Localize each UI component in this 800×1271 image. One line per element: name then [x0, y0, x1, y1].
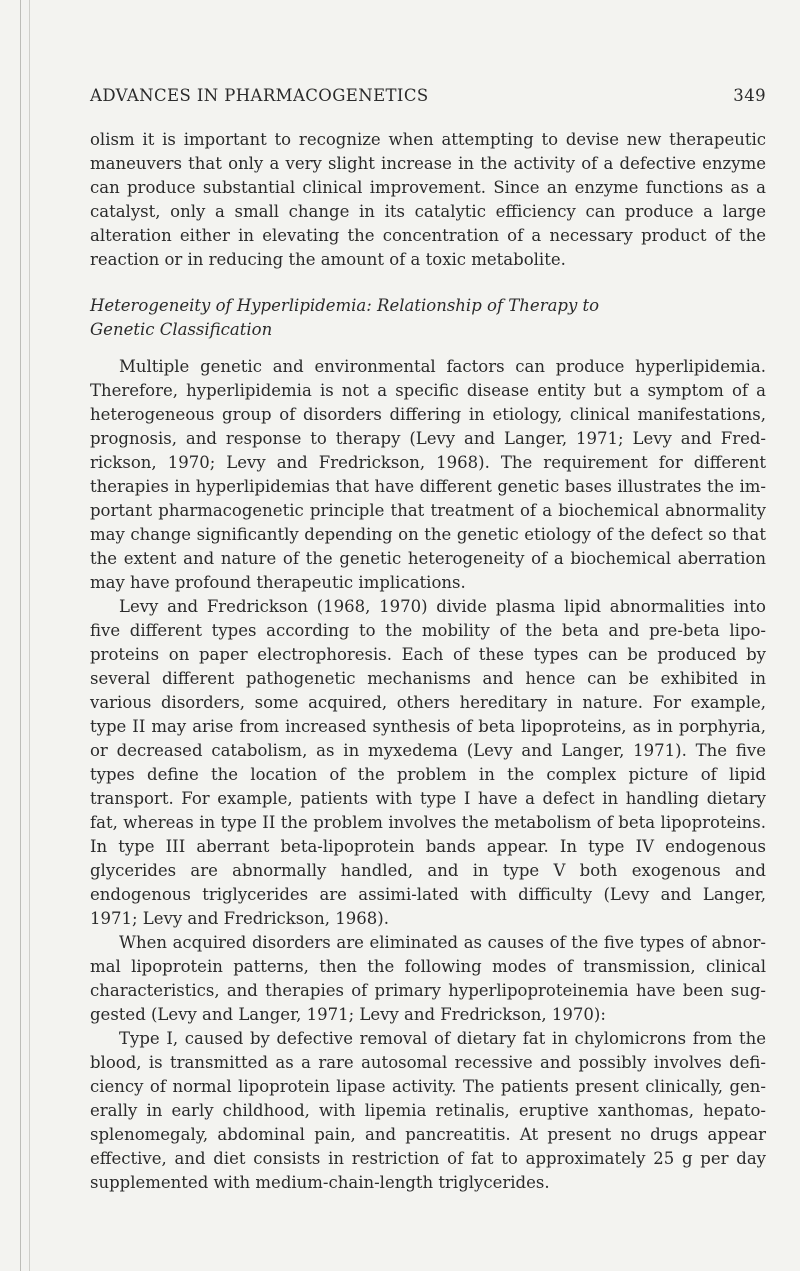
section-heading-line-2: Genetic Classification — [90, 320, 273, 339]
paragraph: When acquired disorders are eliminated as causes of the five types of abnor-mal lipoprotein patterns, then the following modes of transmission, clinical characteristics, and therapies of primary hyperlipoproteinemia have been sug-gested (Levy and Langer, 1971; Levy and Fredrickson, 1970): — [90, 933, 766, 1024]
running-title: ADVANCES IN PHARMACOGENETICS — [90, 86, 429, 105]
running-header — [90, 86, 766, 105]
page-number: 349 — [733, 86, 766, 105]
section-heading-line-1: Heterogeneity of Hyperlipidemia: Relationship of Therapy to — [90, 296, 600, 315]
paragraph: Levy and Fredrickson (1968, 1970) divide plasma lipid abnormalities into five different types according to the mobility of the beta and pre-beta lipo-proteins on paper electrophoresis. Each of these types can be produced by several different pathogenetic mechanisms and hence can be exhibited in various disorders, some acquired, others hereditary in nature. For example, type II may arise from increased synthesis of beta lipoproteins, as in porphyria, or decreased catabolism, as in myxedema (Levy and Langer, 1971). The five types define the location of the problem in the complex picture of lipid transport. For example, patients with type I have a defect in handling dietary fat, whereas in type II the problem involves the metabolism of beta lipoproteins. In type III aberrant beta-lipoprotein bands appear. In type IV endogenous glycerides are abnormally handled, and in type V both exogenous and endogenous triglycerides are assimi-lated with difficulty (Levy and Langer, 1971; Levy and Fredrickson, 1968). — [90, 597, 766, 928]
page-body — [90, 128, 766, 1195]
paragraph: Multiple genetic and environmental factors can produce hyperlipidemia. Therefore, hyperlipidemia is not a specific disease entity but a symptom of a heterogeneous group of disorders differing in etiology, clinical manifestations, prognosis, and response to therapy (Levy and Langer, 1971; Levy and Fred-rickson, 1970; Levy and Fredrickson, 1968). The requirement for different therapies in hyperlipidemias that have different genetic bases illustrates the im-portant pharmacogenetic principle that treatment of a biochemical abnormality may change significantly depending on the genetic etiology of the defect so that the extent and nature of the genetic heterogeneity of a biochemical aberration may have profound therapeutic implications. — [90, 357, 766, 592]
page-edge-line-inner — [29, 0, 30, 1271]
paragraph: Type I, caused by defective removal of dietary fat in chylomicrons from the blood, is transmitted as a rare autosomal recessive and possibly involves defi-ciency of normal lipoprotein lipase activity. The patients present clinically, gen-erally in early childhood, with lipemia retinalis, eruptive xanthomas, hepato-splenomegaly, abdominal pain, and pancreatitis. At present no drugs appear effective, and diet consists in restriction of fat to approximately 25 g per day supplemented with medium-chain-length triglycerides. — [90, 1029, 766, 1192]
page-edge-line — [20, 0, 21, 1271]
paragraph-continuation: olism it is important to recognize when attempting to devise new therapeutic maneuvers that only a very slight increase in the activity of a defective enzyme can produce substantial clinical improvement. Since an enzyme functions as a catalyst, only a small change in its catalytic efficiency can produce a large alteration either in elevating the concentration of a necessary product of the reaction or in reducing the amount of a toxic metabolite. — [90, 130, 766, 269]
section-heading — [90, 294, 766, 342]
